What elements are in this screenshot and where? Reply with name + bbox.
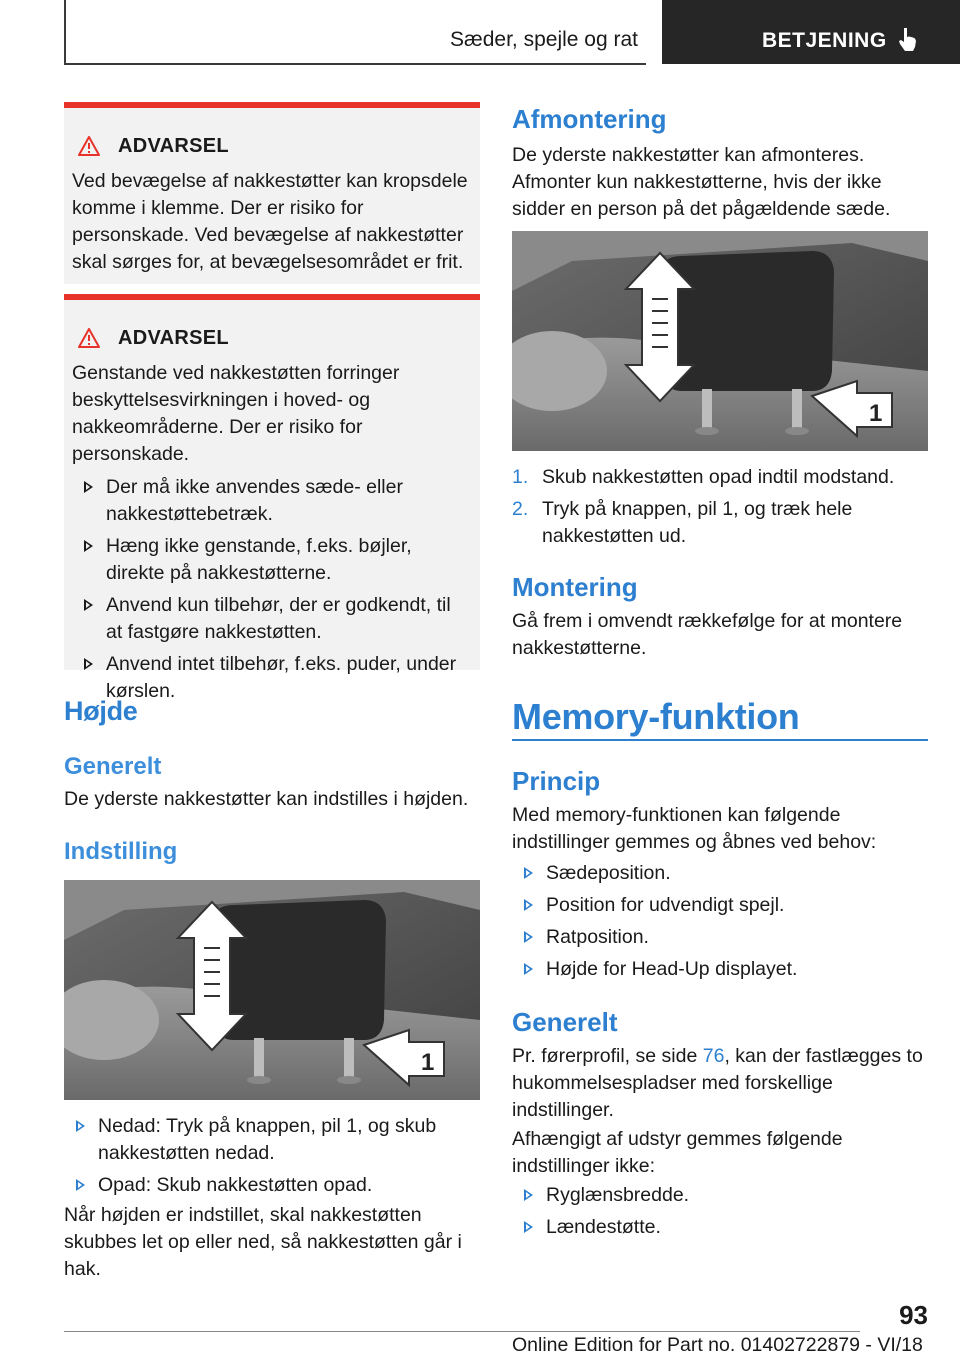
headrest-removal-image <box>512 231 928 451</box>
headrest-illustration <box>512 231 928 451</box>
warning-triangle-icon <box>78 328 100 348</box>
list-item-text: Hæng ikke genstande, f.eks. bøjler, direkte på nakkestøtterne. <box>106 535 412 584</box>
paragraph: De yderste nakkestøtter kan indstilles i højden. <box>64 788 469 810</box>
list-item <box>512 860 928 887</box>
bullet-icon <box>84 658 93 670</box>
warning-text: Ved bevægelse af nakkestøtter kan kropsdele komme i klemme. Der er risiko for personskade. Ved bevægelse af nakkestøtter skal sørges for, at bevægelsesområdet er frit. <box>72 170 468 273</box>
step-number: 2. <box>512 498 529 520</box>
bullet-icon <box>84 599 93 611</box>
paragraph: De yderste nakkestøtter kan afmonteres. Afmonter kun nakkestøtterne, hvis der ikke sidder en person på det pågældende sæde. <box>512 144 891 220</box>
bullet-icon <box>524 899 533 911</box>
paragraph: Når højden er indstillet, skal nakkestøtten skubbes let op eller ned, så nakkestøtten går i hak. <box>64 1204 462 1280</box>
warning-header <box>72 134 472 158</box>
warning-box-1 <box>64 102 480 284</box>
bullet-icon <box>84 481 93 493</box>
bullet-icon <box>524 963 533 975</box>
afmontering-steps <box>512 464 928 555</box>
header-chapter-label: BETJENING <box>762 29 887 52</box>
subsection-title-generelt: Generelt <box>64 753 162 780</box>
header-divider <box>64 0 66 64</box>
headrest-illustration <box>64 880 480 1100</box>
warning-header <box>72 326 472 350</box>
hand-pointer-icon <box>896 26 920 52</box>
list-item-text: Lændestøtte. <box>546 1216 661 1238</box>
list-item <box>72 592 472 646</box>
footer-rule <box>64 1331 860 1332</box>
section-title-hoejde: Højde <box>64 696 138 726</box>
header-section-title: Sæder, spejle og rat <box>450 28 638 51</box>
list-item <box>512 1214 928 1241</box>
list-item-text: Nedad: Tryk på knappen, pil 1, og skub nakkestøtten nedad. <box>98 1115 437 1164</box>
subsection-title-princip: Princip <box>512 766 601 796</box>
paragraph: Med memory-funktionen kan følgende indstillinger gemmes og åbnes ved behov: <box>512 804 877 853</box>
list-item <box>72 474 472 528</box>
paragraph: Afhængigt af udstyr gemmes følgende indstillinger ikke: <box>512 1128 843 1177</box>
warning-box-2 <box>64 294 480 702</box>
paragraph: Gå frem i omvendt rækkefølge for at montere nakkestøtterne. <box>512 610 903 659</box>
list-item-text: Position for udvendigt spejl. <box>546 894 785 916</box>
hoejde-list <box>64 1113 480 1204</box>
section-title-montering: Montering <box>512 572 638 602</box>
bullet-icon <box>84 540 93 552</box>
memory-generelt-list <box>512 1182 928 1246</box>
list-item <box>72 533 472 587</box>
warning-list <box>72 474 472 705</box>
page-number: 93 <box>899 1300 928 1330</box>
list-item-text: Anvend intet tilbehør, f.eks. puder, under kørslen. <box>106 653 457 702</box>
section-title-memory: Memory-funktion <box>512 696 800 737</box>
bullet-icon <box>76 1120 85 1132</box>
subsection-title-indstilling: Indstilling <box>64 838 178 865</box>
list-item <box>512 956 928 983</box>
list-item <box>512 464 928 491</box>
warning-text: Genstande ved nakkestøtten forringer beskyttelsesvirkningen i hoved- og nakkeområderne. Der er risiko for personskade. <box>72 362 400 465</box>
list-item-text: Der må ikke anvendes sæde- eller nakkestøttebetræk. <box>106 476 403 525</box>
list-item <box>512 1182 928 1209</box>
footer-edition: Online Edition for Part no. 01402722879 - VI/18 <box>512 1334 923 1356</box>
list-item-text: Sædeposition. <box>546 862 671 884</box>
list-item-text: Ratposition. <box>546 926 649 948</box>
subsection-title-generelt-memory: Generelt <box>512 1007 618 1037</box>
list-item-text: Højde for Head-Up displayet. <box>546 958 798 980</box>
header-rule <box>64 63 646 65</box>
list-item-text: Opad: Skub nakkestøtten opad. <box>98 1174 373 1196</box>
bullet-icon <box>524 931 533 943</box>
section-rule <box>512 739 928 741</box>
list-item <box>64 1172 480 1199</box>
list-item-text: Anvend kun tilbehør, der er godkendt, til at fastgøre nakkestøtten. <box>106 594 451 643</box>
step-text: Tryk på knappen, pil 1, og træk hele nakkestøtten ud. <box>542 498 853 547</box>
image-callout-label: 1 <box>869 400 883 427</box>
bullet-icon <box>524 1221 533 1233</box>
text-run: Pr. førerprofil, se side <box>512 1045 703 1067</box>
warning-title: ADVARSEL <box>118 326 229 349</box>
paragraph <box>512 1043 928 1124</box>
bullet-icon <box>524 867 533 879</box>
list-item <box>512 496 928 550</box>
step-number: 1. <box>512 466 529 488</box>
list-item <box>64 1113 480 1167</box>
list-item <box>512 892 928 919</box>
list-item-text: Ryglænsbredde. <box>546 1184 690 1206</box>
image-callout-label: 1 <box>421 1049 435 1076</box>
headrest-height-image <box>64 880 480 1100</box>
memory-princip-list <box>512 860 928 988</box>
warning-triangle-icon <box>78 136 100 156</box>
warning-title: ADVARSEL <box>118 134 229 157</box>
bullet-icon <box>524 1189 533 1201</box>
header-chapter-tab <box>662 0 960 64</box>
text-run: , kan der fastlægges to hukommelsespladser med forskellige indstillinger. <box>512 1045 923 1121</box>
section-title-afmontering: Afmontering <box>512 104 667 134</box>
list-item <box>512 924 928 951</box>
step-text: Skub nakkestøtten opad indtil modstand. <box>542 466 895 488</box>
page-reference-link[interactable]: 76 <box>702 1045 725 1067</box>
bullet-icon <box>76 1179 85 1191</box>
